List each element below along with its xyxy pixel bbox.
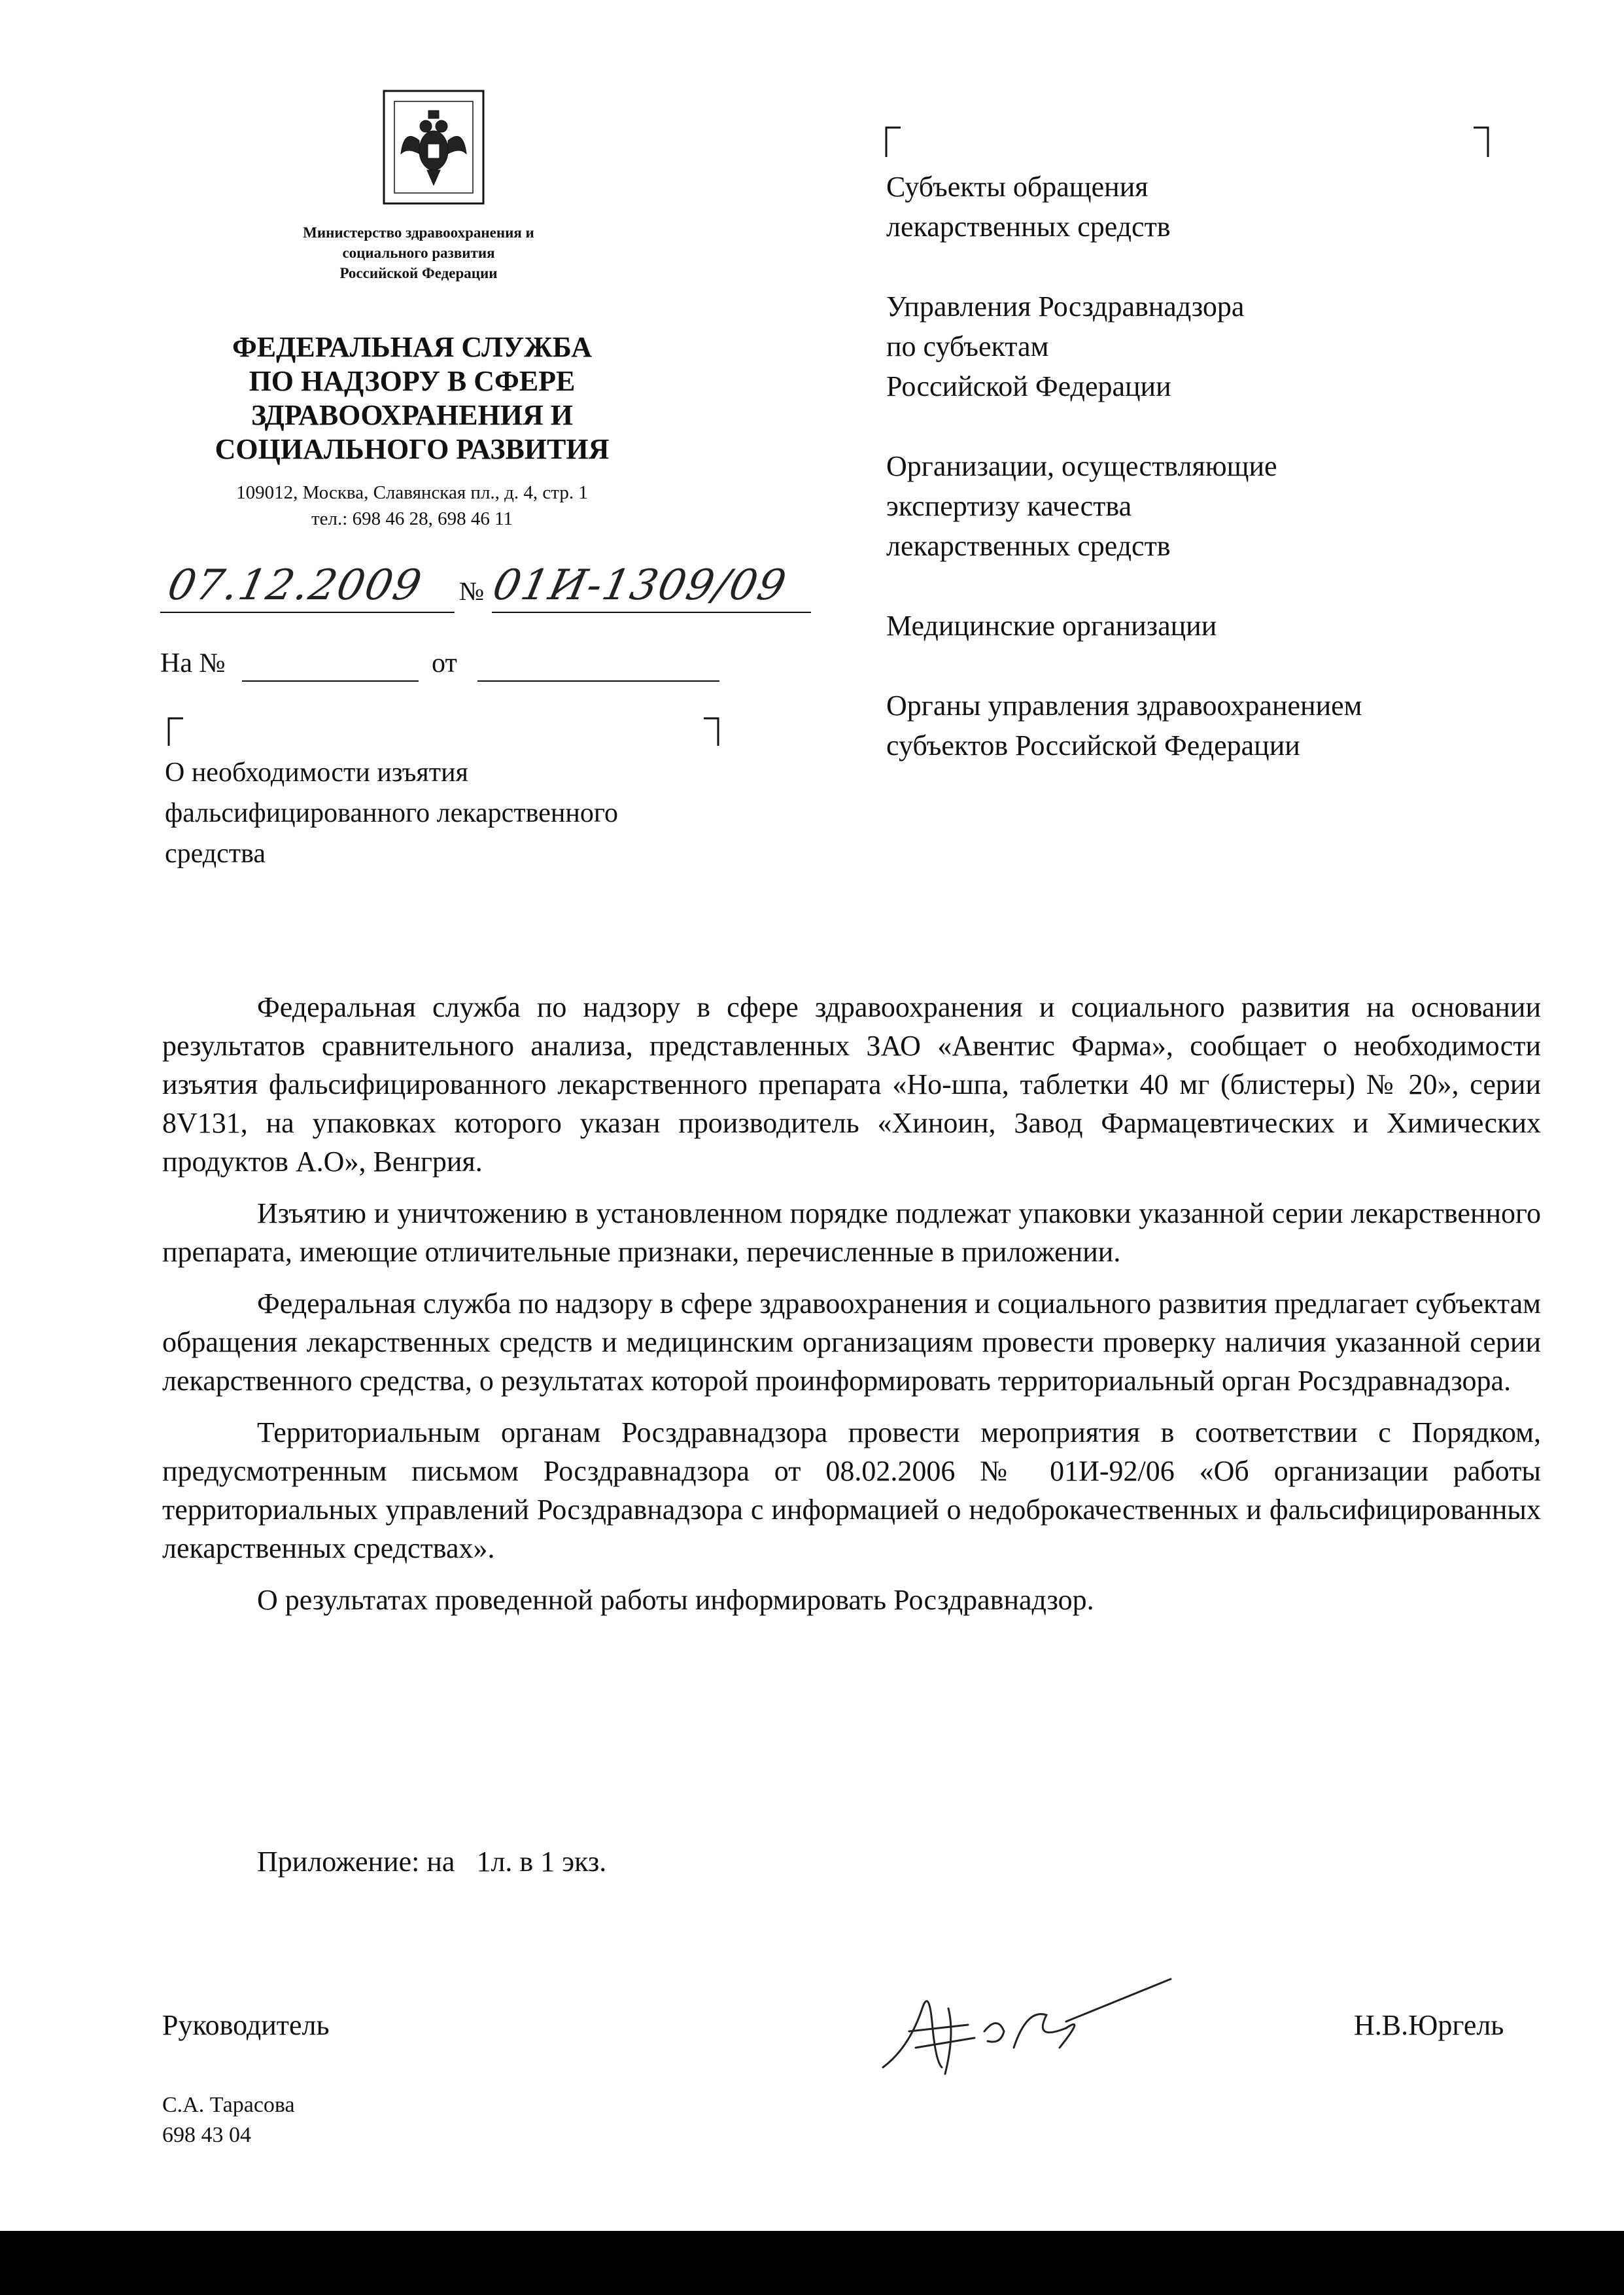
addressee-line: Медицинские организации — [886, 610, 1217, 642]
body-paragraph: Изъятию и уничтожению в установленном порядке подлежат упаковки указанной серии лекарственного препарата, имеющие отличительные признаки, перечисленные в приложении. — [162, 1197, 1541, 1268]
service-line: ЗДРАВООХРАНЕНИЯ И — [251, 399, 573, 431]
addressee-line: субъектов Российской Федерации — [886, 729, 1300, 762]
body-paragraph: О результатах проведенной работы информировать Росздравнадзор. — [257, 1584, 1094, 1616]
addressee-block — [886, 686, 1573, 765]
addressee-line: Управления Росздравнадзора — [886, 290, 1245, 323]
addressee-line: лекарственных средств — [886, 211, 1171, 243]
registration-date: 07.12.2009 — [164, 561, 427, 610]
addressee-line: Органы управления здравоохранением — [886, 690, 1362, 722]
addressee-line: Российской Федерации — [886, 370, 1171, 402]
number-underline — [492, 612, 811, 613]
service-line: ФЕДЕРАЛЬНАЯ СЛУЖБА — [232, 331, 592, 363]
executor-info — [162, 2090, 295, 2150]
addressee-list — [886, 167, 1573, 805]
addressee-block — [886, 287, 1573, 406]
address-line: 109012, Москва, Славянская пл., д. 4, стр. 1 — [236, 482, 588, 503]
addressee-line: Организации, осуществляющие — [886, 450, 1277, 482]
reply-number-underline — [242, 680, 419, 682]
body-paragraph: Федеральная служба по надзору в сфере здравоохранения и социального развития предлагает субъектам обращения лекарственных средств и медицинским организациям провести проверку наличия указанной серии лекарственного средства, о результатах которой проинформировать территориальный орган Росздравнадзора. — [162, 1288, 1541, 1397]
service-name — [164, 330, 661, 466]
letter-subject — [165, 752, 753, 874]
executor-phone: 698 43 04 — [162, 2123, 251, 2147]
body-paragraph: Федеральная служба по надзору в сфере здравоохранения и социального развития на основании результатов сравнительного анализа, представленных ЗАО «Авентис Фарма», сообщает о необходимости изъятия фальсифицированного лекарственного препарата «Но-шпа, таблетки 40 мг (блистеры) № 20», серии 8V131, на упаковках которого указан производитель «Хиноин, Завод Фармацевтических и Химических продуктов А.О», Венгрия. — [162, 991, 1541, 1178]
scan-bottom-edge — [0, 2231, 1624, 2295]
handwritten-signature-icon — [870, 1969, 1197, 2087]
number-label: № — [459, 576, 485, 606]
ministry-name — [216, 222, 621, 283]
addressee-line: лекарственных средств — [886, 530, 1171, 562]
ministry-line: социального развития — [342, 245, 495, 261]
service-line: СОЦИАЛЬНОГО РАЗВИТИЯ — [215, 433, 610, 465]
service-line: ПО НАДЗОРУ В СФЕРЕ — [249, 365, 576, 397]
subject-line: О необходимости изъятия — [165, 758, 468, 788]
signer-role: Руководитель — [162, 2009, 330, 2041]
executor-name: С.А. Тарасова — [162, 2093, 295, 2117]
subject-line: средства — [165, 839, 266, 869]
ministry-line: Министерство здравоохранения и — [303, 224, 534, 241]
sender-address — [164, 480, 661, 532]
date-underline — [160, 612, 455, 613]
subject-brackets — [157, 713, 733, 752]
addressee-line: экспертизу качества — [886, 490, 1132, 522]
body-paragraph: Территориальным органам Росздравнадзора провести мероприятия в соответствии с Порядком, предусмотренным письмом Росздравнадзора от 08.02.2006 № 01И-92/06 «Об организации работы территориальных управлений Росздравнадзора с информацией о недоброкачественных и фальсифицированных лекарственных средствах». — [162, 1416, 1541, 1564]
ministry-line: Российской Федерации — [339, 265, 498, 281]
addressee-block — [886, 606, 1573, 646]
phone-line: тел.: 698 46 28, 698 46 11 — [311, 508, 513, 529]
subject-line: фальсифицированного лекарственного — [165, 798, 619, 828]
addressee-block — [886, 167, 1573, 247]
attachment-note: Приложение: на 1л. в 1 экз. — [257, 1846, 607, 1878]
reply-from-underline — [477, 680, 719, 682]
signer-name: Н.В.Юргель — [1354, 2009, 1504, 2041]
letter-body — [162, 988, 1541, 1632]
addressee-block — [886, 446, 1573, 566]
addressee-line: по субъектам — [886, 330, 1049, 362]
addressee-brackets — [880, 121, 1494, 160]
coat-of-arms-emblem — [381, 88, 486, 206]
addressee-line: Субъекты обращения — [886, 171, 1149, 203]
reply-from-label: от — [432, 648, 457, 678]
reply-number-label: На № — [160, 648, 226, 678]
registration-number: 01И-1309/09 — [489, 561, 791, 610]
